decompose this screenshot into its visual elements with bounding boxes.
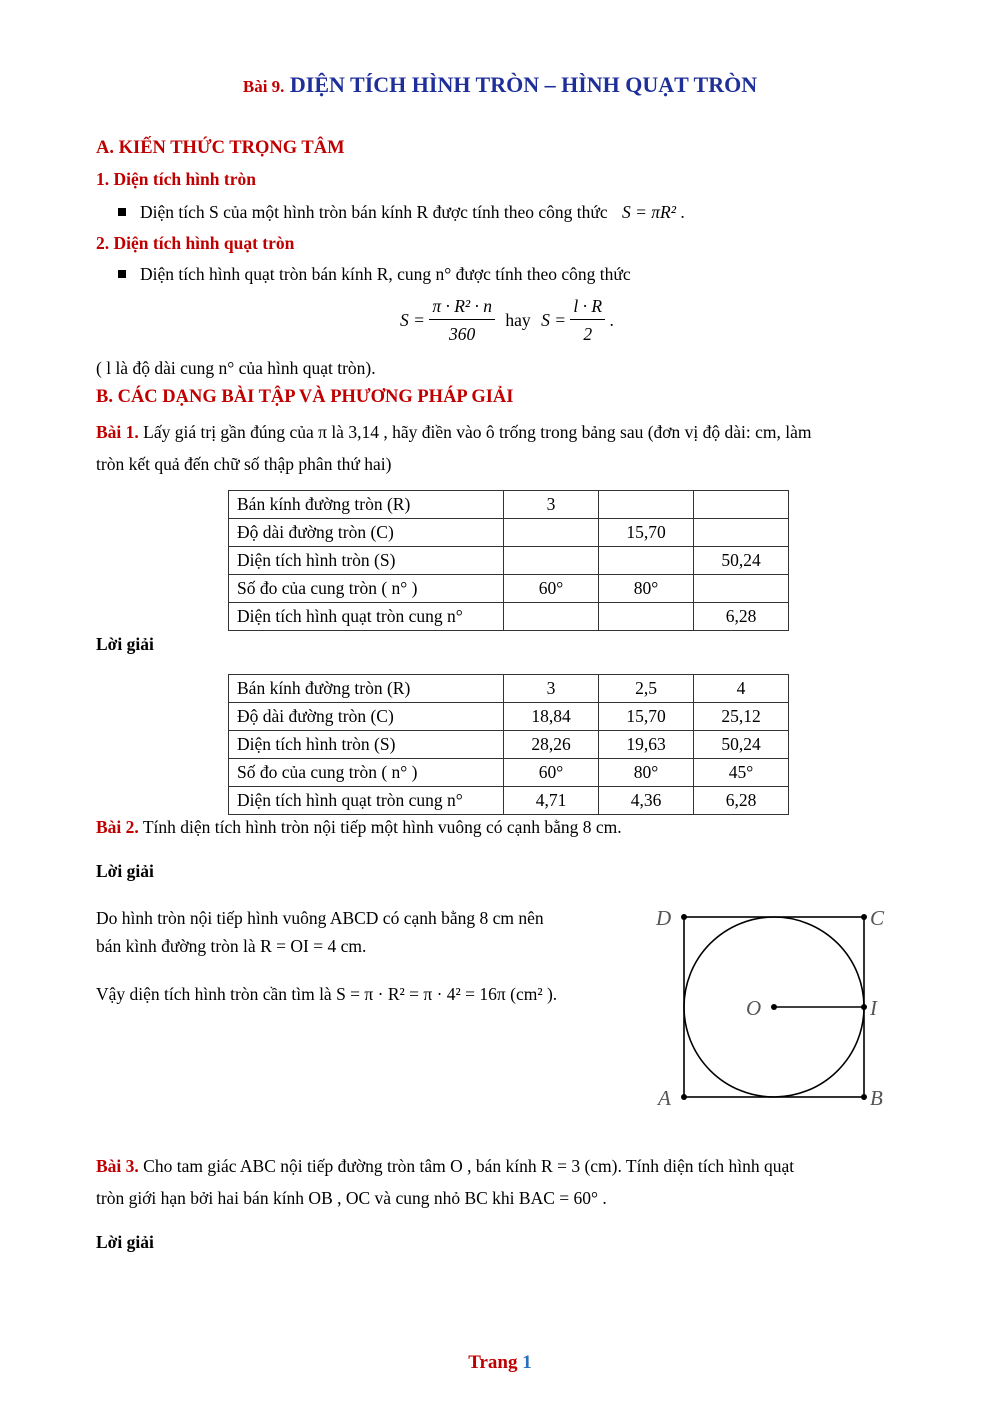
table-cell <box>504 547 599 575</box>
table-cell <box>599 547 694 575</box>
bai1-statement <box>96 418 936 478</box>
section-1-text: Diện tích S của một hình tròn bán kính R được tính theo công thức <box>140 202 608 222</box>
table-cell <box>694 575 789 603</box>
table-row <box>229 731 789 759</box>
section-2-bullet <box>118 264 631 285</box>
bai1-label: Bài 1. <box>96 422 139 442</box>
point-o <box>771 1004 777 1010</box>
table-cell <box>599 603 694 631</box>
table-row <box>229 603 789 631</box>
bai2-solution-label: Lời giải <box>96 861 154 881</box>
table-cell: 15,70 <box>599 519 694 547</box>
bai1-text-1: Lấy giá trị gần đúng của π là 3,14 , hãy điền vào ô trống trong bảng sau (đơn vị độ dài: cm, làm <box>143 422 812 442</box>
section-2-heading: 2. Diện tích hình quạt tròn <box>96 233 295 253</box>
footer-word: Trang <box>468 1352 518 1373</box>
table-row <box>229 675 789 703</box>
fraction-1 <box>429 296 495 345</box>
table-cell: 2,5 <box>599 675 694 703</box>
table-cell <box>599 491 694 519</box>
table-cell: 50,24 <box>694 731 789 759</box>
table-cell: 3 <box>504 491 599 519</box>
table-cell <box>694 519 789 547</box>
table-row <box>229 519 789 547</box>
title-main: DIỆN TÍCH HÌNH TRÒN – HÌNH QUẠT TRÒN <box>289 72 758 97</box>
table-cell: 3 <box>504 675 599 703</box>
table-row-label: Diện tích hình tròn (S) <box>229 731 504 759</box>
table-cell: 60° <box>504 575 599 603</box>
table-row <box>229 575 789 603</box>
page-title <box>0 72 1000 98</box>
table-row-label: Số đo của cung tròn ( n° ) <box>229 759 504 787</box>
table-cell <box>504 603 599 631</box>
title-lead: Bài 9. <box>242 77 285 96</box>
section-1-bullet: Diện tích S của một hình tròn bán kính R được tính theo công thức S = πR² . <box>118 202 685 223</box>
bullet-icon <box>118 208 126 216</box>
table-row-label: Bán kính đường tròn (R) <box>229 675 504 703</box>
table-cell: 25,12 <box>694 703 789 731</box>
table-cell: 80° <box>599 759 694 787</box>
bai3-text-2: tròn giới hạn bởi hai bán kính OB , OC và cung nhỏ BC khi BAC = 60° . <box>96 1188 607 1208</box>
fraction-2 <box>570 296 605 345</box>
table-row <box>229 759 789 787</box>
label-c: C <box>870 906 885 930</box>
point-c <box>861 914 867 920</box>
table-cell: 60° <box>504 759 599 787</box>
table-row <box>229 787 789 815</box>
fraction-1-den: 360 <box>449 324 476 344</box>
fraction-2-num: l · R <box>570 296 605 320</box>
section-1-heading: 1. Diện tích hình tròn <box>96 169 256 189</box>
table-cell: 15,70 <box>599 703 694 731</box>
label-b: B <box>870 1086 883 1110</box>
label-o: O <box>746 996 762 1020</box>
table-cell: 4 <box>694 675 789 703</box>
fraction-2-den: 2 <box>583 324 593 344</box>
bai2-statement <box>96 817 622 838</box>
table-row <box>229 491 789 519</box>
bai2-solution-text <box>96 904 641 1008</box>
point-b <box>861 1094 867 1100</box>
bai2-p1b: bán kình đường tròn là R = OI = 4 cm. <box>96 936 367 956</box>
bai2-p2: Vậy diện tích hình tròn cần tìm là S = π · R² = π · 4² = 16π (cm² ). <box>96 984 558 1004</box>
table-cell: 6,28 <box>694 787 789 815</box>
sector-formula: S = $\frac{\text{π · R² · n}}{360}$ hay S = $\frac{l \cdot R}{2}$ . <box>400 296 614 344</box>
label-i: I <box>870 996 877 1020</box>
table-cell: 4,71 <box>504 787 599 815</box>
fraction-1-num: π · R² · n <box>429 296 495 320</box>
bai1-solution-label: Lời giải <box>96 634 154 654</box>
table-cell: 45° <box>694 759 789 787</box>
table-row-label: Bán kính đường tròn (R) <box>229 491 504 519</box>
bai3-text-1: Cho tam giác ABC nội tiếp đường tròn tâm O , bán kính R = 3 (cm). Tính diện tích hình quạt <box>143 1156 795 1176</box>
section-2-text: Diện tích hình quạt tròn bán kính R, cung n° được tính theo công thức <box>140 264 631 284</box>
sector-note: ( l là độ dài cung n° của hình quạt tròn). <box>96 358 376 378</box>
table-row <box>229 547 789 575</box>
table-cell: 6,28 <box>694 603 789 631</box>
table-cell <box>694 491 789 519</box>
square-circle-figure <box>650 895 900 1115</box>
table-cell: 50,24 <box>694 547 789 575</box>
formula-or: hay <box>505 310 531 330</box>
table-row-label: Diện tích hình quạt tròn cung n° <box>229 787 504 815</box>
point-a <box>681 1094 687 1100</box>
bai2-label: Bài 2. <box>96 817 139 837</box>
table-row-label: Diện tích hình tròn (S) <box>229 547 504 575</box>
table-cell: 80° <box>599 575 694 603</box>
label-a: A <box>658 1086 671 1110</box>
table-cell: 19,63 <box>599 731 694 759</box>
exercise-table <box>228 490 789 631</box>
bullet-icon <box>118 270 126 278</box>
section-a-heading: A. KIẾN THỨC TRỌNG TÂM <box>96 138 345 158</box>
table-row <box>229 703 789 731</box>
solution-table <box>228 674 789 815</box>
bai1-text-2: tròn kết quả đến chữ số thập phân thứ hai) <box>96 454 392 474</box>
bai2-text: Tính diện tích hình tròn nội tiếp một hình vuông có cạnh bằng 8 cm. <box>142 817 622 837</box>
label-d: D <box>656 906 672 930</box>
table-cell <box>504 519 599 547</box>
bai2-p1a: Do hình tròn nội tiếp hình vuông ABCD có cạnh bằng 8 cm nên <box>96 908 544 928</box>
bai3-label: Bài 3. <box>96 1156 139 1176</box>
table-cell: 4,36 <box>599 787 694 815</box>
table-cell: 18,84 <box>504 703 599 731</box>
table-row-label: Độ dài đường tròn (C) <box>229 519 504 547</box>
point-i <box>861 1004 867 1010</box>
page-footer <box>0 1352 1000 1374</box>
table-row-label: Độ dài đường tròn (C) <box>229 703 504 731</box>
point-d <box>681 914 687 920</box>
formula-circle-area: S = πR² <box>621 202 676 222</box>
bai3-statement <box>96 1152 936 1212</box>
bai3-solution-label: Lời giải <box>96 1232 154 1252</box>
section-b-heading: B. CÁC DẠNG BÀI TẬP VÀ PHƯƠNG PHÁP GIẢI <box>96 387 514 407</box>
footer-page-number: 1 <box>522 1352 532 1373</box>
table-row-label: Số đo của cung tròn ( n° ) <box>229 575 504 603</box>
table-row-label: Diện tích hình quạt tròn cung n° <box>229 603 504 631</box>
table-cell: 28,26 <box>504 731 599 759</box>
